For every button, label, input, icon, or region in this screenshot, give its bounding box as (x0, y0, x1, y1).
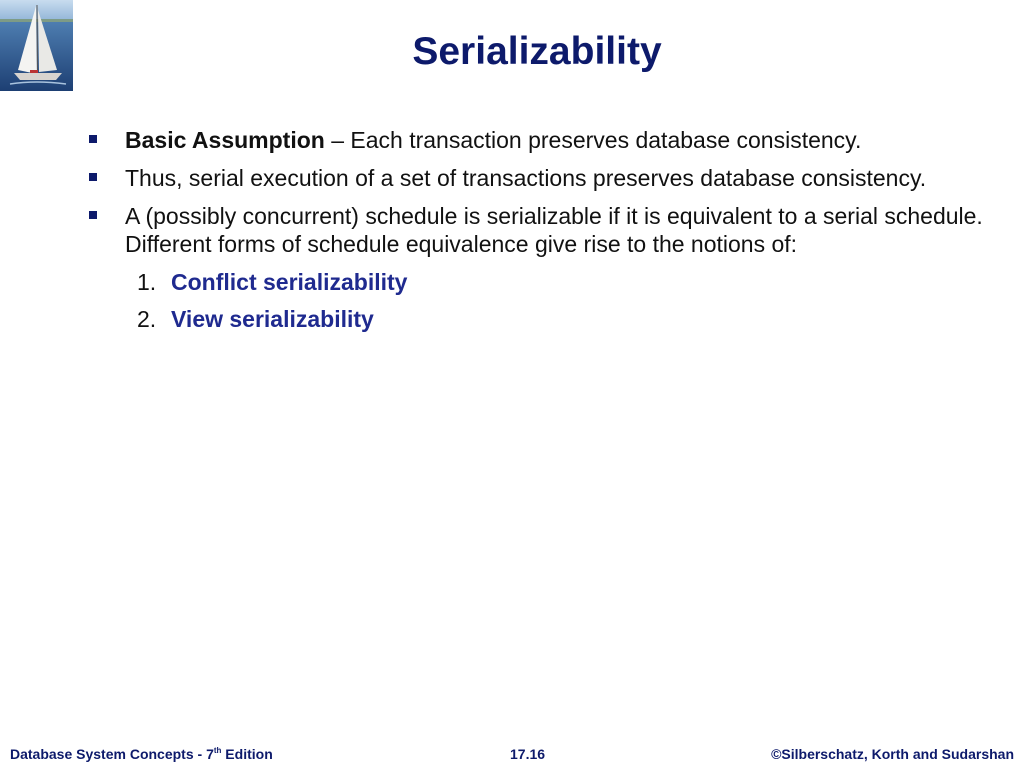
item-number: 2. (137, 306, 157, 332)
footer-copyright: ©Silberschatz, Korth and Sudarshan (771, 746, 1014, 762)
square-bullet-icon (89, 211, 97, 219)
footer-title-text: Database System Concepts - 7 (10, 746, 214, 762)
bullet-item-serializable-definition (125, 202, 985, 258)
slide-footer (0, 744, 1024, 764)
bullet-text: – Each transaction preserves database consistency. (324, 127, 862, 153)
footer-title-sup: th (213, 746, 222, 755)
square-bullet-icon (89, 173, 97, 181)
footer-book-title (10, 746, 273, 762)
footer-title-edition: Edition (221, 746, 273, 762)
square-bullet-icon (89, 135, 97, 143)
bullet-item-basic-assumption (125, 126, 985, 154)
bullet-list (0, 126, 1024, 342)
numbered-item-view (137, 305, 1024, 333)
bullet-text: Thus, serial execution of a set of transactions preserves database consistency. (125, 165, 927, 191)
slide-title: Serializability (412, 30, 662, 73)
item-number: 1. (137, 269, 157, 295)
item-text: Conflict serializability (171, 269, 408, 295)
numbered-item-conflict (137, 268, 1024, 296)
bullet-item-serial-execution (125, 164, 985, 192)
bullet-bold-text: Basic Assumption (125, 127, 325, 153)
bullet-text: A (possibly concurrent) schedule is serializable if it is equivalent to a serial schedule. Different forms of schedule equivalence give rise to the notions of: (125, 203, 983, 257)
item-text: View serializability (171, 306, 374, 332)
footer-page-number: 17.16 (510, 746, 546, 762)
